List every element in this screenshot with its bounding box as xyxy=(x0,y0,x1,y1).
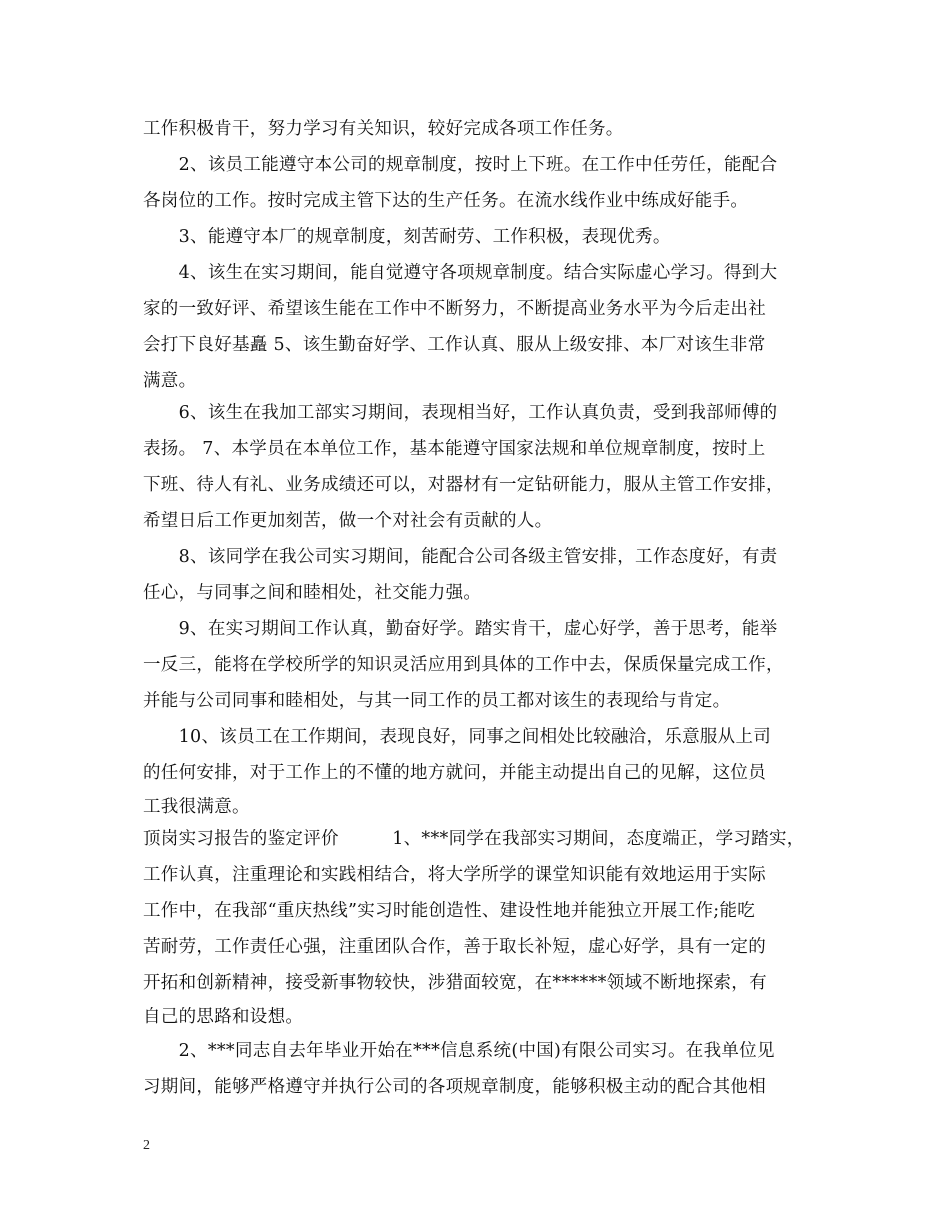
text-line: 工作中，在我部“重庆热线”实习时能创造性、建设性地并能独立开展工作;能吃 xyxy=(143,901,756,921)
page-number: 2 xyxy=(143,1138,150,1153)
text-line: 各岗位的工作。按时完成主管下达的生产任务。在流水线作业中练成好能手。 xyxy=(143,191,749,211)
text-line: 4、该生在实习期间，能自觉遵守各项规章制度。结合实际虚心学习。得到大 xyxy=(143,263,778,283)
text-line: 的任何安排，对于工作上的不懂的地方就问，并能主动提出自己的见解，这位员 xyxy=(143,763,766,783)
text-line: 2、该员工能遵守本公司的规章制度，按时上下班。在工作中任劳任，能配合 xyxy=(143,155,778,175)
text-line: 顶岗实习报告的鉴定评价 1、***同学在我部实习期间，态度端正，学习踏实， xyxy=(143,829,805,849)
text-line: 并能与公司同事和睦相处，与其一同工作的员工都对该生的表现给与肯定。 xyxy=(143,691,731,711)
text-line: 开拓和创新精神，接受新事物较快，涉猎面较宽，在******领域不断地探索，有 xyxy=(143,973,767,993)
text-line: 满意。 xyxy=(143,371,197,391)
text-line: 10、该员工在工作期间，表现良好，同事之间相处比较融洽，乐意服从上司 xyxy=(143,727,772,747)
text-line: 工我很满意。 xyxy=(143,797,250,817)
text-line: 习期间，能够严格遵守并执行公司的各项规章制度，能够积极主动的配合其他相 xyxy=(143,1077,766,1097)
text-line: 2、***同志自去年毕业开始在***信息系统(中国)有限公司实习。在我单位见 xyxy=(143,1041,775,1061)
text-line: 一反三，能将在学校所学的知识灵活应用到具体的工作中去，保质保量完成工作， xyxy=(143,655,784,675)
text-line: 6、该生在我加工部实习期间，表现相当好，工作认真负责，受到我部师傅的 xyxy=(143,403,778,423)
text-line: 会打下良好基矗 5、该生勤奋好学、工作认真、服从上级安排、本厂对该生非常 xyxy=(143,335,766,355)
text-line: 工作认真，注重理论和实践相结合，将大学所学的课堂知识能有效地运用于实际 xyxy=(143,865,766,885)
text-line: 家的一致好评、希望该生能在工作中不断努力，不断提高业务水平为今后走出社 xyxy=(143,299,766,319)
text-line: 9、在实习期间工作认真，勤奋好学。踏实肯干，虚心好学，善于思考，能举 xyxy=(143,619,778,639)
text-line: 工作积极肯干，努力学习有关知识，较好完成各项工作任务。 xyxy=(143,119,624,139)
text-line: 8、该同学在我公司实习期间，能配合公司各级主管安排，工作态度好，有责 xyxy=(143,547,778,567)
text-line: 表扬。 7、本学员在本单位工作，基本能遵守国家法规和单位规章制度，按时上 xyxy=(143,439,766,459)
text-line: 自己的思路和设想。 xyxy=(143,1007,304,1027)
text-line: 任心，与同事之间和睦相处，社交能力强。 xyxy=(143,583,482,603)
text-line: 下班、待人有礼、业务成绩还可以，对器材有一定钻研能力，服从主管工作安排， xyxy=(143,475,784,495)
text-line: 苦耐劳，工作责任心强，注重团队合作，善于取长补短，虚心好学，具有一定的 xyxy=(143,937,766,957)
text-line: 3、能遵守本厂的规章制度，刻苦耐劳、工作积极，表现优秀。 xyxy=(143,227,671,247)
text-line: 希望日后工作更加刻苦，做一个对社会有贡献的人。 xyxy=(143,511,553,531)
